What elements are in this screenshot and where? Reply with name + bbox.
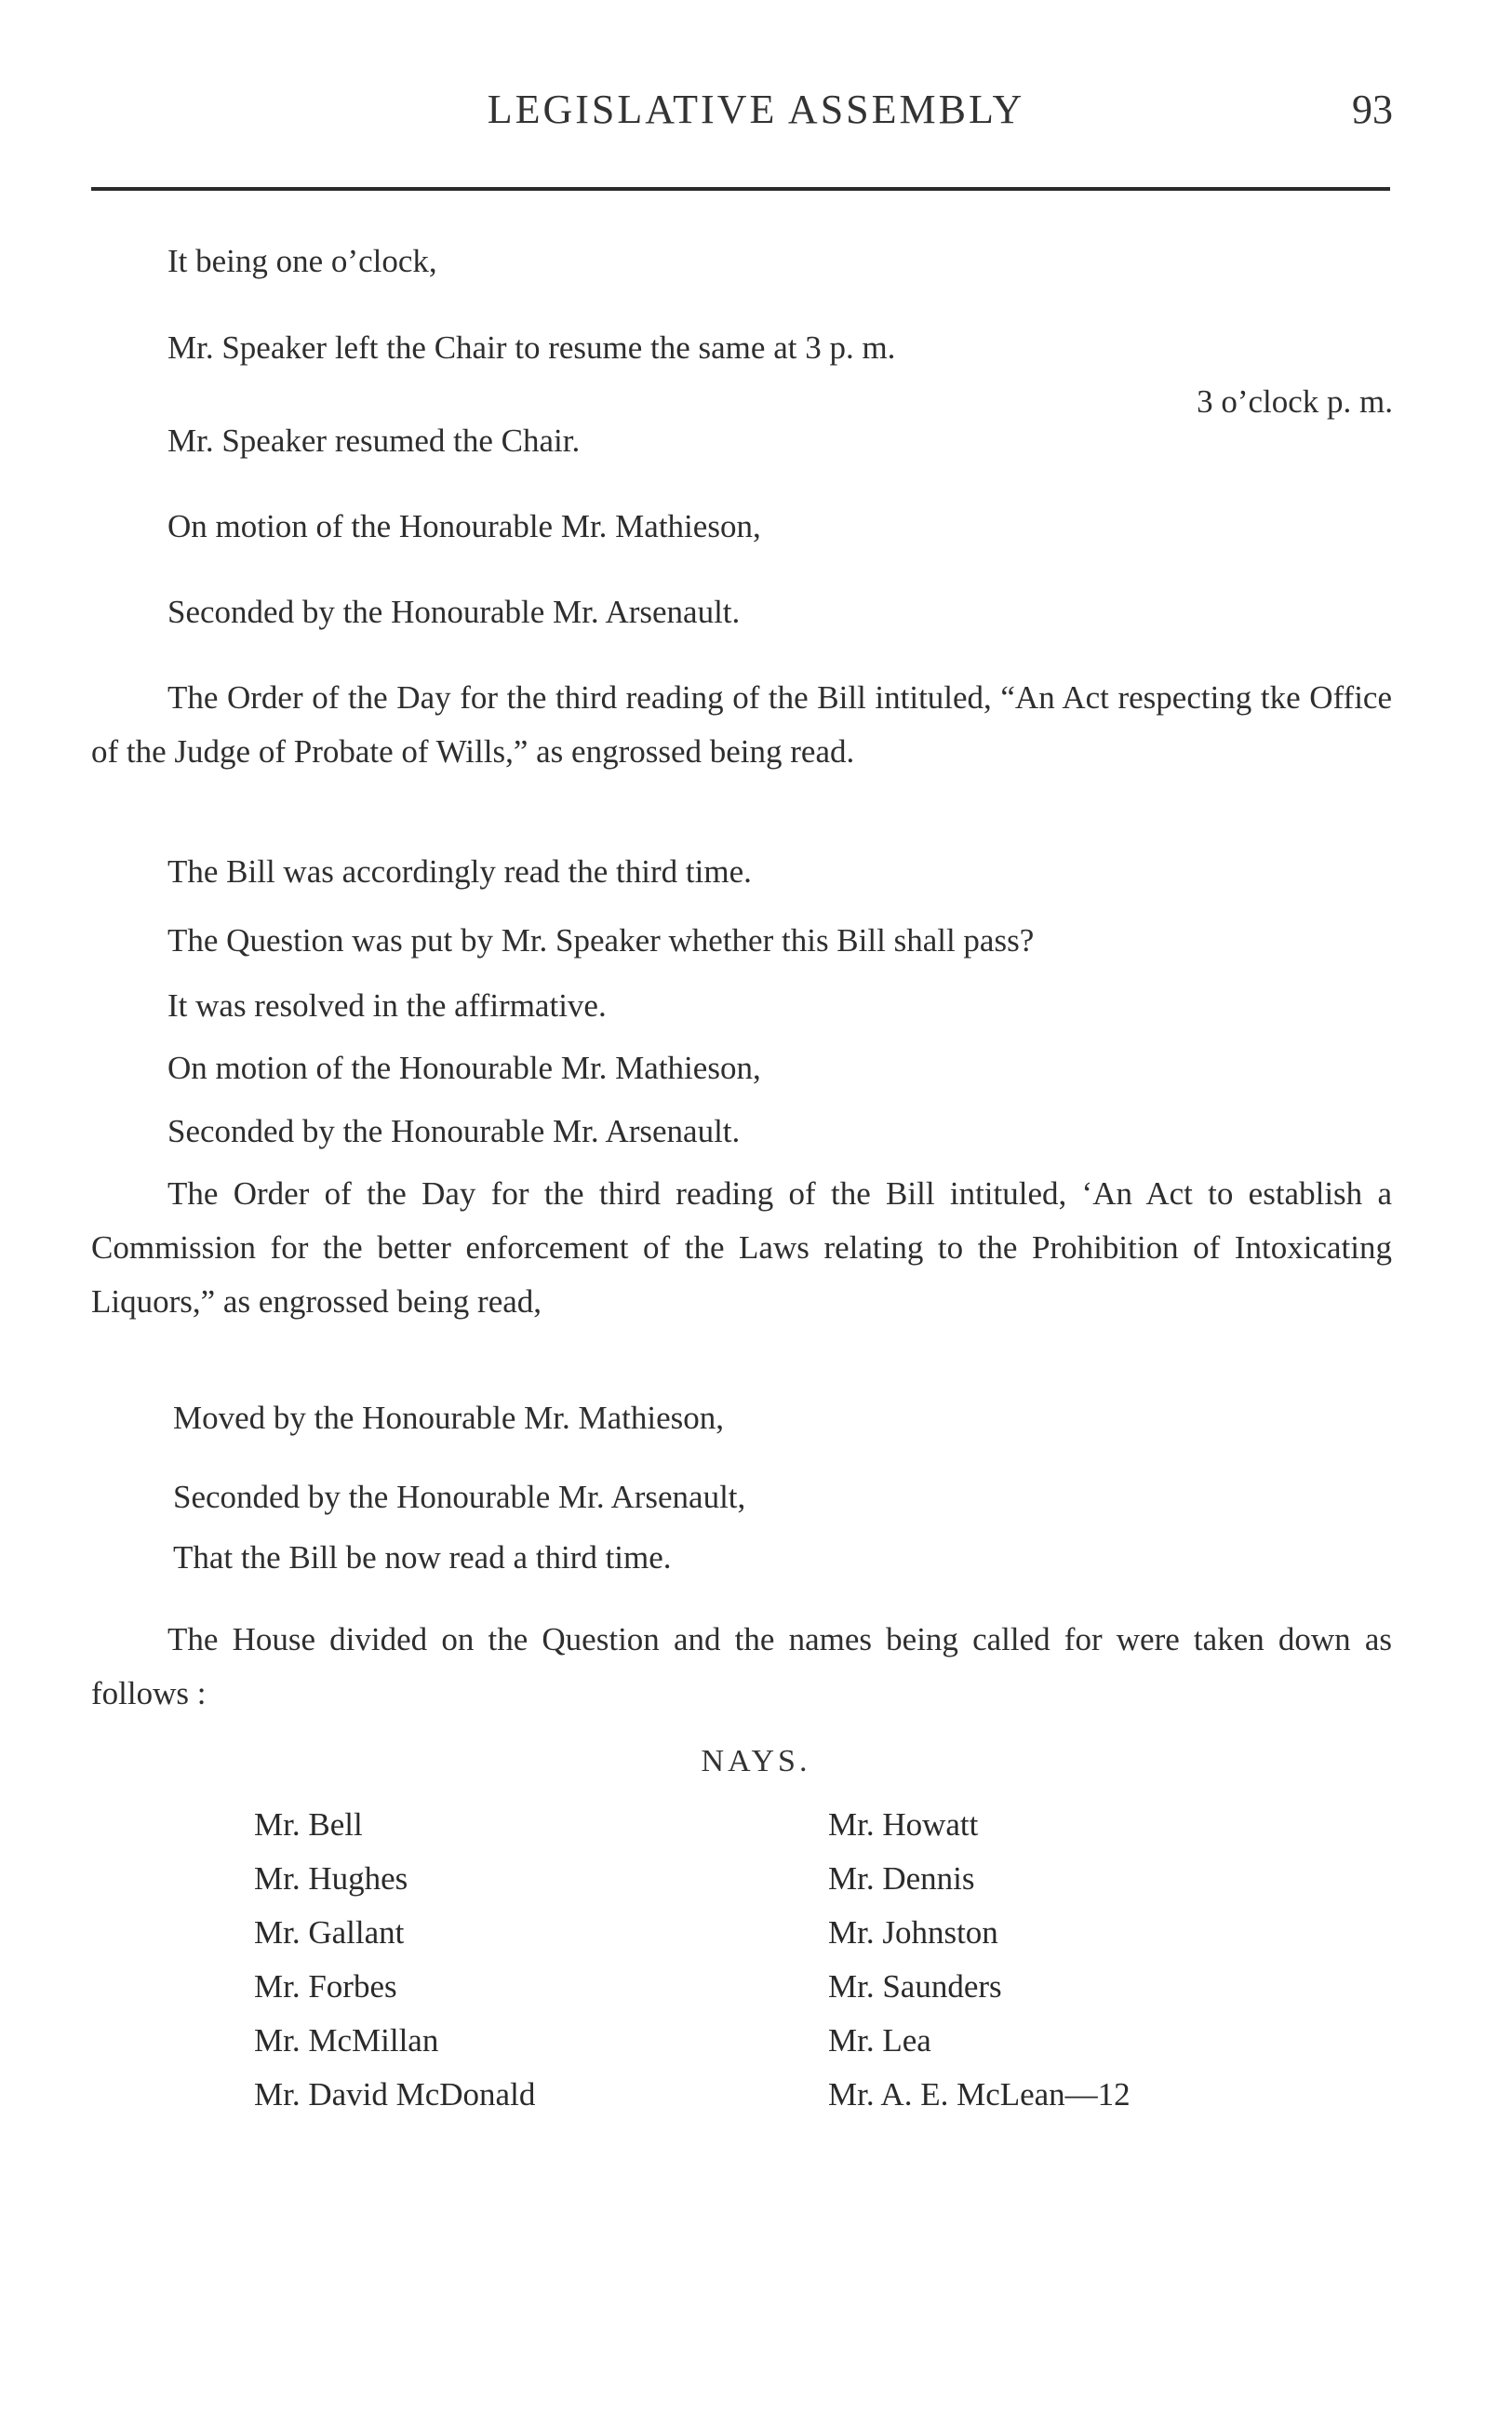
member-name: Mr. Johnston [828, 1914, 998, 1951]
member-name: Mr. Dennis [828, 1860, 975, 1897]
third-time-line: That the Bill be now read a third time. [173, 1539, 672, 1576]
resolved-line: It was resolved in the affirmative. [167, 987, 607, 1024]
speaker-resumed-chair: Mr. Speaker resumed the Chair. [167, 423, 581, 459]
motion-line-2: On motion of the Honourable Mr. Mathieson, [167, 1050, 761, 1086]
member-name: Mr. Bell [254, 1806, 363, 1843]
member-name: Mr. Lea [828, 2022, 931, 2059]
order-of-day-paragraph-2: The Order of the Day for the third reading of the Bill intituled, ‘An Act to establish a Commission for the better enforcement of the Laws relating to the Prohibition of Intoxicating Liquors,” as engrossed being read, [91, 1175, 1392, 1320]
order-of-day-paragraph: The Order of the Day for the third reading of the Bill intituled, “An Act respecting tke Office of the Judge of Probate of Wills,” as engrossed being read. [91, 679, 1392, 770]
division-paragraph: The House divided on the Question and the names being called for were taken down as follows : [91, 1621, 1392, 1711]
member-name: Mr. Forbes [254, 1968, 397, 2005]
nays-heading: NAYS. [701, 1744, 811, 1778]
member-name: Mr. Hughes [254, 1860, 408, 1897]
member-name: Mr. David McDonald [254, 2076, 536, 2113]
nays-right-column [828, 1798, 1131, 2122]
motion-line: On motion of the Honourable Mr. Mathieson, [167, 508, 761, 544]
header-rule [91, 187, 1390, 191]
moved-line: Moved by the Honourable Mr. Mathieson, [173, 1400, 724, 1436]
bill-read-line: The Bill was accordingly read the third time. [167, 853, 752, 890]
seconded-line-2: Seconded by the Honourable Mr. Arsenault. [167, 1113, 741, 1149]
member-name: Mr. Gallant [254, 1914, 405, 1951]
member-name: Mr. A. E. McLean—12 [828, 2076, 1131, 2113]
running-head [0, 86, 1512, 141]
seconded-line-3: Seconded by the Honourable Mr. Arsenault, [173, 1479, 746, 1515]
page-number: 93 [1352, 87, 1393, 132]
question-line: The Question was put by Mr. Speaker whether this Bill shall pass? [167, 922, 1035, 959]
running-head-title: LEGISLATIVE ASSEMBLY [487, 87, 1025, 132]
seconded-line: Seconded by the Honourable Mr. Arsenault. [167, 594, 741, 630]
member-name: Mr. McMillan [254, 2022, 439, 2059]
time-note: 3 o’clock p. m. [1197, 383, 1393, 420]
member-name: Mr. Howatt [828, 1806, 979, 1843]
nays-left-column [254, 1798, 535, 2122]
sitting-adjourn-line: It being one o’clock, [167, 243, 437, 279]
member-name: Mr. Saunders [828, 1968, 1002, 2005]
speaker-left-chair: Mr. Speaker left the Chair to resume the same at 3 p. m. [167, 329, 896, 366]
